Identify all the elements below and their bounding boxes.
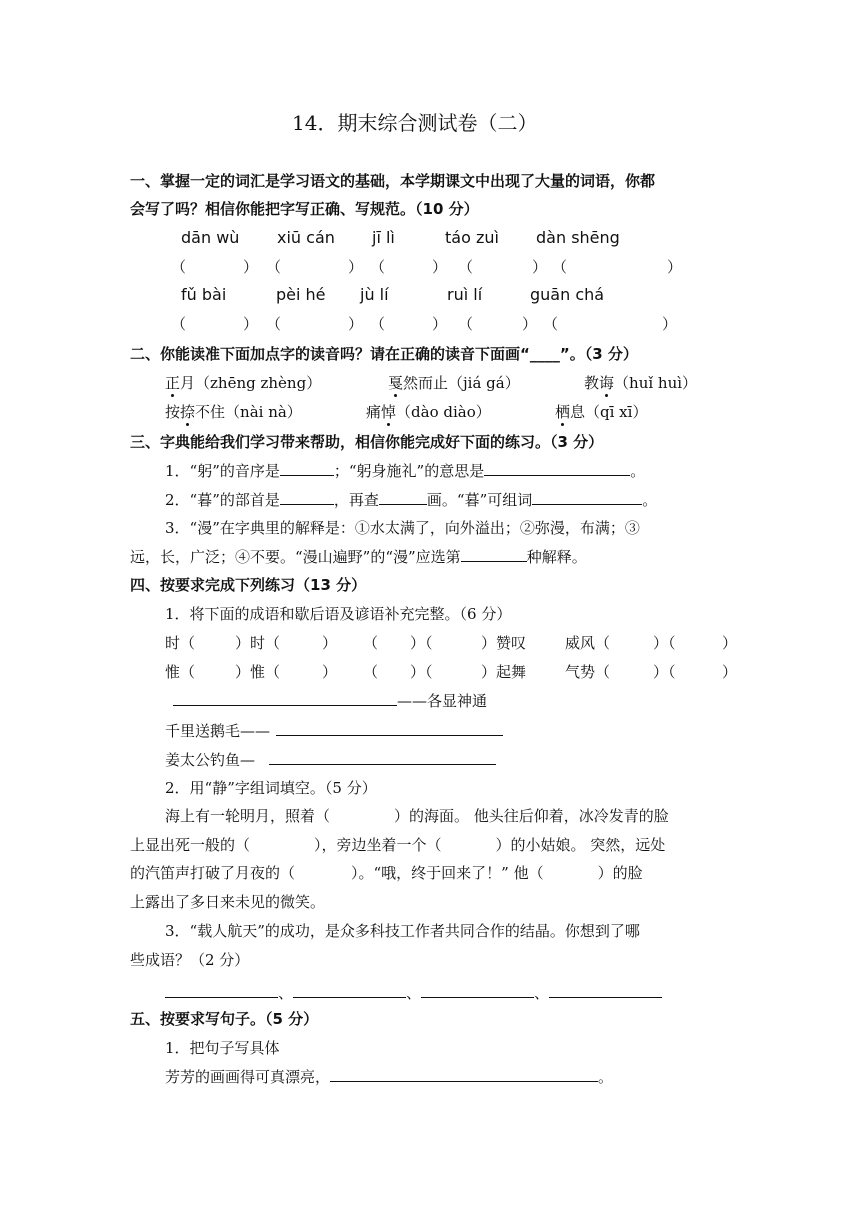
reading-item[interactable] [388,372,520,393]
item-text: 然而止（jiá gá） [403,374,520,392]
xiehouyu-text: 姜太公钓鱼— [165,751,256,769]
question-5-1: 1．把句子写具体 [165,1039,280,1057]
passage-line: 上露出了多日来未见的微笑。 [130,893,326,911]
answer-paren-close: ） [432,315,448,333]
answer-paren-open[interactable]: （ [552,258,568,276]
question-text: ，再查 [333,491,379,509]
page-title: 14．期末综合测试卷（二） [292,111,538,135]
answer-blank[interactable] [173,691,397,706]
question-4-1: 1．将下面的成语和歇后语及谚语补充完整。（6 分） [165,605,512,623]
answer-paren-close: ） [348,315,364,333]
pinyin-item: jī lì [372,228,395,247]
reading-item[interactable] [165,401,302,422]
idiom-text: ） [322,663,338,681]
pinyin-item: guān chá [530,285,605,304]
question-5-1-sentence [165,1066,613,1087]
answer-blank[interactable] [484,461,630,476]
question-text: 。 [642,491,658,509]
answer-paren-close: ） [532,258,548,276]
question-4-3-line1: 3．“载人航天”的成功，是众多科技工作者共同合作的结晶。你想到了哪 [165,922,640,940]
idiom-text: 气势（ [565,663,611,681]
passage-line [165,805,669,826]
separator: 、 [278,984,294,1002]
item-text: 教 [584,374,600,392]
question-text: 画。“暮”可组词 [426,491,533,509]
passage-text: ）。“哦，终于回来了！” 他（ [351,864,544,882]
pinyin-item: pèi hé [276,285,326,304]
pinyin-item: dān wù [181,228,240,247]
answer-blank[interactable] [379,490,427,505]
section-4-heading: 四、按要求完成下列练习（13 分） [130,576,367,594]
answer-paren-close: ） [243,315,259,333]
reading-item[interactable] [584,372,697,393]
idiom-answer-row [165,982,662,1003]
answer-paren-open[interactable]: （ [171,315,187,333]
pinyin-item: dàn shēng [536,228,620,247]
answer-paren-open[interactable]: （ [370,258,386,276]
idiom-text: ）（ [410,634,433,652]
section-5-heading: 五、按要求写句子。（5 分） [130,1010,319,1028]
item-text: 按 [165,403,181,421]
question-3-1 [165,460,645,481]
idiom-text: （ [363,634,379,652]
item-text: 不住（nài nà） [195,403,302,421]
idiom-text: ）惟（ [235,663,281,681]
answer-blank[interactable] [276,721,503,736]
answer-paren-open[interactable]: （ [266,258,282,276]
question-text: 。 [630,462,646,480]
idiom-text: 威风（ [565,634,611,652]
question-text: 2．“暮”的部首是 [165,491,280,509]
idiom-text: ）（ [653,634,676,652]
answer-paren-open[interactable]: （ [458,258,474,276]
reading-item[interactable] [555,401,647,422]
sentence-text: 芳芳的画画得可真漂亮， [165,1068,331,1086]
question-text: 远，长，广泛；④不要。“漫山遍野”的“漫”应选第 [130,548,461,566]
pinyin-item: táo zuì [445,228,499,247]
item-text: （huǐ huì） [614,374,698,392]
dotted-char: 诲 [599,374,615,392]
question-4-2: 2．用“静”字组词填空。（5 分） [165,779,377,797]
answer-blank[interactable] [330,1067,598,1082]
idiom-text: 惟（ [165,663,196,681]
dotted-char: 悼 [381,403,397,421]
idiom-text: ） [722,663,738,681]
answer-blank[interactable] [165,983,278,998]
question-text: 种解释。 [526,548,587,566]
passage-line [130,834,665,855]
answer-paren-close: ） [667,258,683,276]
item-text: 息（qī xī） [570,403,648,421]
dotted-char: 捺 [180,403,196,421]
passage-text: ），旁边坐着一个（ [314,836,442,854]
section-1-heading-line2: 会写了吗？相信你能把字写正确、写规范。（10 分） [130,200,479,218]
answer-blank[interactable] [293,983,406,998]
idiom-text: ） [722,634,738,652]
answer-blank[interactable] [421,983,534,998]
idiom-text: ）起舞 [481,663,527,681]
answer-paren-open[interactable]: （ [266,315,282,333]
reading-item[interactable] [165,372,321,393]
answer-paren-close: ） [522,315,538,333]
answer-blank[interactable] [269,750,496,765]
xiehouyu-text: 千里送鹅毛—— [165,722,271,740]
pinyin-item: fǔ bài [181,285,227,304]
xiehouyu-line [165,720,503,741]
answer-blank[interactable] [280,490,334,505]
answer-blank[interactable] [280,461,334,476]
passage-text: ）的小姑娘。 突然，远处 [495,836,666,854]
passage-text: 海上有一轮明月，照着（ [165,807,331,825]
idiom-text: （ [363,663,379,681]
answer-paren-close: ） [243,258,259,276]
idiom-text: ）（ [653,663,676,681]
item-text: 痛 [366,403,382,421]
question-3-2 [165,489,657,510]
pinyin-item: ruì lí [447,285,483,304]
xiehouyu-line [173,690,487,711]
answer-blank[interactable] [549,983,662,998]
dotted-char: 栖 [555,403,571,421]
pinyin-item: xiū cán [277,228,335,247]
passage-text: ）的脸 [597,864,643,882]
section-2-heading: 二、你能读准下面加点字的读音吗？请在正确的读音下面画“____”。（3 分） [130,345,638,363]
question-4-3-line2: 些成语？（2 分） [130,951,250,969]
section-3-heading: 三、字典能给我们学习带来帮助，相信你能完成好下面的练习。（3 分） [130,433,604,451]
dotted-char: 正 [165,374,181,392]
question-3-3-line2 [130,546,587,567]
question-text: 1．“躬”的音序是 [165,462,280,480]
passage-text: ）的海面。 他头往后仰着，冰冷发青的脸 [394,807,669,825]
item-text: （dào diào） [396,403,491,421]
reading-item[interactable] [366,401,491,422]
passage-text: 的汽笛声打破了月夜的（ [130,864,296,882]
pinyin-item: jù lí [360,285,389,304]
idiom-text: 时（ [165,634,196,652]
xiehouyu-line [165,749,496,770]
sentence-text: 。 [598,1068,614,1086]
item-text: 月（zhēng zhèng） [180,374,322,392]
section-1-heading-line1: 一、掌握一定的词汇是学习语文的基础，本学期课文中出现了大量的词语，你都 [130,172,656,190]
passage-line [130,862,643,883]
question-3-3-line1: 3．“漫”在字典里的解释是：①水太满了，向外溢出；②弥漫，布满；③ [165,519,640,537]
idiom-text: ）（ [410,663,433,681]
passage-text: 上显出死一般的（ [130,836,251,854]
answer-paren-close: ） [432,258,448,276]
separator: 、 [534,984,550,1002]
dotted-char: 戛 [388,374,404,392]
answer-paren-open[interactable]: （ [543,315,559,333]
idiom-text: ）时（ [235,634,281,652]
answer-paren-close: ） [348,258,364,276]
separator: 、 [406,984,422,1002]
answer-paren-open[interactable]: （ [458,315,474,333]
idiom-text: ） [322,634,338,652]
answer-paren-open[interactable]: （ [370,315,386,333]
answer-blank[interactable] [461,547,527,562]
answer-paren-close: ） [662,315,678,333]
xiehouyu-text: ——各显神通 [397,692,488,710]
answer-paren-open[interactable]: （ [171,258,187,276]
answer-blank[interactable] [532,490,642,505]
question-text: ；“躬身施礼”的意思是 [333,462,485,480]
idiom-text: ）赞叹 [481,634,527,652]
